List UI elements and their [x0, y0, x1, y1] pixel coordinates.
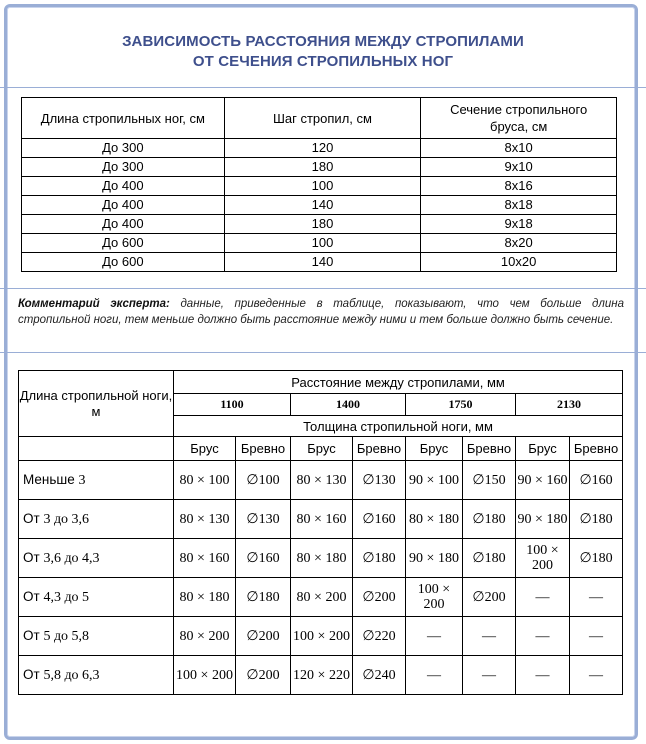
table-row [19, 539, 623, 578]
row-length-label [19, 500, 174, 539]
table-row [22, 177, 617, 196]
cell-beam-size: 100 × 200 [291, 617, 353, 656]
cell-log-diameter: ∅160 [353, 500, 406, 539]
cell-log-diameter: ∅240 [353, 656, 406, 695]
distance-header: Расстояние между стропилами, мм [174, 371, 623, 394]
thickness-header: Толщина стропильной ноги, мм [174, 416, 623, 437]
row-length-range: 3 [78, 472, 86, 488]
row-length-label [19, 617, 174, 656]
cell-beam-size: 100 × 200 [406, 578, 463, 617]
cell-beam-size: 80 × 100 [174, 461, 236, 500]
cell-beam-size: — [516, 578, 570, 617]
cell-log-diameter: — [570, 656, 623, 695]
cell-log-diameter: ∅200 [236, 617, 291, 656]
row-length-prefix: Меньше [23, 471, 79, 487]
cell-length: До 600 [22, 253, 225, 272]
distance-1400: 1400 [291, 394, 406, 416]
cell-beam-size: 80 × 180 [406, 500, 463, 539]
cell-length: До 300 [22, 158, 225, 177]
empty-cell [19, 437, 174, 461]
divider [0, 87, 646, 88]
subheader-log: Бревно [570, 437, 623, 461]
table-row [19, 500, 623, 539]
cell-log-diameter: ∅180 [570, 500, 623, 539]
table-row [22, 234, 617, 253]
table-row [19, 617, 623, 656]
cell-log-diameter: ∅180 [463, 500, 516, 539]
cell-step: 180 [224, 158, 421, 177]
table-row [19, 656, 623, 695]
cell-log-diameter: ∅180 [463, 539, 516, 578]
cell-beam-size: 80 × 180 [174, 578, 236, 617]
cell-length: До 400 [22, 196, 225, 215]
cell-section: 9x18 [421, 215, 617, 234]
cell-beam-size: — [516, 617, 570, 656]
cell-section: 8x10 [421, 139, 617, 158]
expert-comment [18, 296, 624, 328]
cell-length: До 400 [22, 215, 225, 234]
cell-step: 140 [224, 253, 421, 272]
cell-log-diameter: ∅160 [570, 461, 623, 500]
cell-beam-size: 90 × 180 [516, 500, 570, 539]
table-row [19, 578, 623, 617]
cell-step: 120 [224, 139, 421, 158]
subheader-log: Бревно [236, 437, 291, 461]
row-length-range: 5,8 до 6,3 [43, 667, 100, 683]
cell-log-diameter: ∅180 [353, 539, 406, 578]
divider [0, 288, 646, 289]
cell-beam-size: 80 × 160 [174, 539, 236, 578]
cell-length: До 300 [22, 139, 225, 158]
subheader-log: Бревно [463, 437, 516, 461]
table-header-row [19, 437, 623, 461]
column-header-section [421, 98, 617, 139]
cell-log-diameter: ∅200 [463, 578, 516, 617]
cell-section: 9x10 [421, 158, 617, 177]
title-line-1: ЗАВИСИМОСТЬ РАССТОЯНИЯ МЕЖДУ СТРОПИЛАМИ [122, 33, 524, 50]
column-header-section-line2: бруса, см [490, 119, 548, 134]
cell-log-diameter: ∅180 [236, 578, 291, 617]
cell-log-diameter: ∅150 [463, 461, 516, 500]
row-length-range: 3 до 3,6 [43, 511, 90, 527]
cell-beam-size: 90 × 160 [516, 461, 570, 500]
table-row [22, 158, 617, 177]
cell-beam-size: — [406, 656, 463, 695]
row-length-prefix: От [23, 666, 44, 682]
cell-beam-size: 80 × 200 [291, 578, 353, 617]
cell-beam-size: 80 × 160 [291, 500, 353, 539]
row-length-label [19, 578, 174, 617]
subheader-beam: Брус [174, 437, 236, 461]
cell-log-diameter: ∅220 [353, 617, 406, 656]
cell-log-diameter: ∅160 [236, 539, 291, 578]
cell-length: До 600 [22, 234, 225, 253]
cell-log-diameter: — [463, 617, 516, 656]
rafter-thickness-table [18, 370, 623, 695]
cell-log-diameter: — [570, 617, 623, 656]
cell-log-diameter: — [463, 656, 516, 695]
cell-log-diameter: ∅200 [353, 578, 406, 617]
page-title [0, 32, 646, 72]
row-length-label [19, 461, 174, 500]
cell-beam-size: 120 × 220 [291, 656, 353, 695]
row-length-label [19, 539, 174, 578]
distance-2130: 2130 [516, 394, 623, 416]
cell-section: 8x20 [421, 234, 617, 253]
subheader-beam: Брус [516, 437, 570, 461]
column-header-step: Шаг стропил, см [224, 98, 421, 139]
cell-step: 100 [224, 177, 421, 196]
distance-1100: 1100 [174, 394, 291, 416]
cell-beam-size: 100 × 200 [174, 656, 236, 695]
table-row [22, 196, 617, 215]
cell-log-diameter: ∅200 [236, 656, 291, 695]
cell-beam-size: — [516, 656, 570, 695]
row-length-range: 4,3 до 5 [43, 589, 90, 605]
row-length-label [19, 656, 174, 695]
cell-beam-size: 80 × 130 [291, 461, 353, 500]
expert-comment-label: Комментарий эксперта: [18, 298, 170, 310]
subheader-log: Бревно [353, 437, 406, 461]
row-length-range: 3,6 до 4,3 [43, 550, 100, 566]
cell-step: 140 [224, 196, 421, 215]
row-length-prefix: От [23, 627, 44, 643]
cell-log-diameter: ∅130 [236, 500, 291, 539]
table-row [19, 461, 623, 500]
column-header-length: Длина стропильных ног, см [22, 98, 225, 139]
corner-header-label: Длина стропильной ноги, м [19, 387, 173, 419]
divider [0, 352, 646, 353]
cell-length: До 400 [22, 177, 225, 196]
column-header-section-line1: Сечение стропильного [450, 102, 588, 117]
cell-section: 8x16 [421, 177, 617, 196]
row-length-prefix: От [23, 588, 44, 604]
cell-step: 180 [224, 215, 421, 234]
cell-step: 100 [224, 234, 421, 253]
title-line-2: ОТ СЕЧЕНИЯ СТРОПИЛЬНЫХ НОГ [192, 53, 454, 70]
distance-1750: 1750 [406, 394, 516, 416]
cell-beam-size: 80 × 200 [174, 617, 236, 656]
cell-beam-size: 80 × 130 [174, 500, 236, 539]
row-length-prefix: От [23, 549, 44, 565]
cell-beam-size: 80 × 180 [291, 539, 353, 578]
cell-log-diameter: ∅100 [236, 461, 291, 500]
cell-beam-size: 90 × 100 [406, 461, 463, 500]
cell-log-diameter: ∅180 [570, 539, 623, 578]
cell-beam-size: 100 × 200 [516, 539, 570, 578]
cell-section: 8x18 [421, 196, 617, 215]
row-length-prefix: От [23, 510, 44, 526]
expert-comment-text: данные, приведенные в таблице, показывают, что чем больше длина стропильной ноги, тем меньше должно быть расстояние между ними и тем больше должно быть сечение. [18, 298, 624, 326]
table-header-row [22, 98, 617, 139]
table-row [22, 215, 617, 234]
cell-section: 10x20 [421, 253, 617, 272]
row-length-range: 5 до 5,8 [43, 628, 90, 644]
cell-beam-size: 90 × 180 [406, 539, 463, 578]
cell-log-diameter: ∅130 [353, 461, 406, 500]
table-header-row [19, 371, 623, 394]
corner-header [19, 371, 174, 437]
subheader-beam: Брус [406, 437, 463, 461]
subheader-beam: Брус [291, 437, 353, 461]
rafter-spacing-table [21, 97, 617, 272]
table-row [22, 253, 617, 272]
cell-log-diameter: — [570, 578, 623, 617]
cell-beam-size: — [406, 617, 463, 656]
table-row [22, 139, 617, 158]
